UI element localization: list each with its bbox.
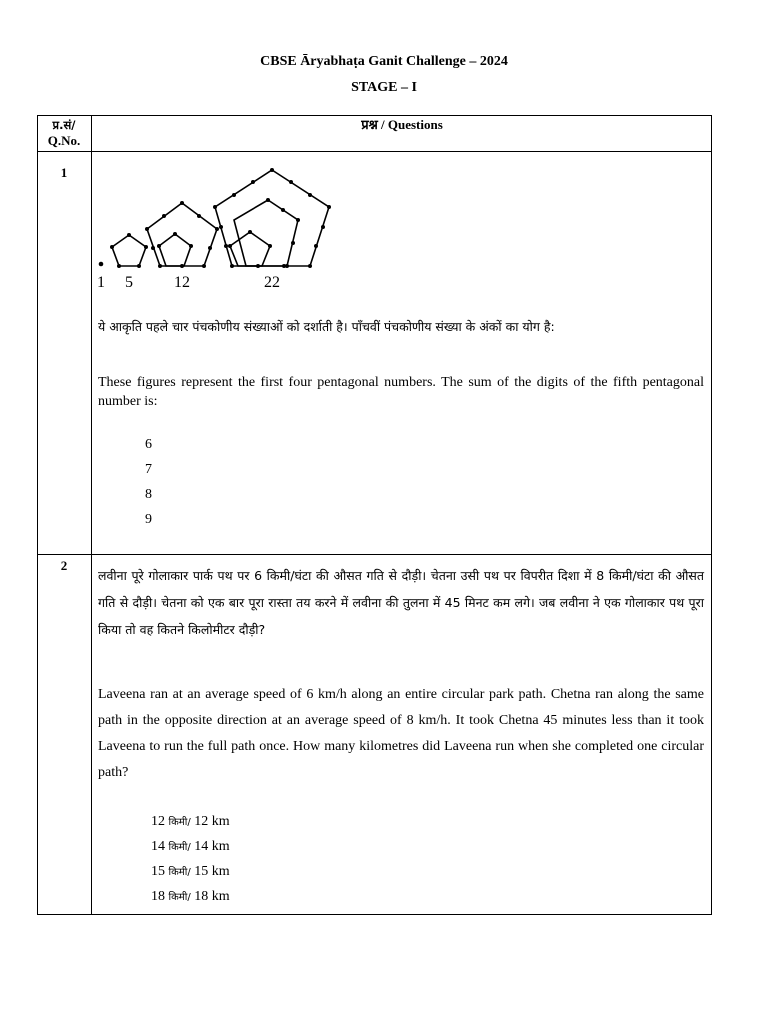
qno-header-hindi: प्र.सं/ [52,118,76,132]
figure-label-12: 12 [174,274,190,291]
stage-label: STAGE – I [351,80,417,95]
qno-column-header [37,117,91,149]
row-divider [37,554,712,555]
figure-label-22: 22 [264,274,280,291]
question-2-number: 2 [60,558,68,573]
figure-label-1: 1 [97,274,105,291]
q1-option-d[interactable]: 9 [145,512,152,527]
q1-option-c[interactable]: 8 [145,487,152,502]
q2-option-a[interactable]: 12 किमी/ 12 km [151,814,230,829]
q2-option-b[interactable]: 14 किमी/ 14 km [151,839,230,854]
q2-option-d[interactable]: 18 किमी/ 18 km [151,889,230,904]
qno-header-english: Q.No. [47,133,81,148]
question-2-english: Laveena ran at an average speed of 6 km/h along an entire circular park path. Chetna ran along the same path in the opposite direction at an average speed of 8 km/h. It took Chetna 45 minutes less than it took Laveena to run the full path once. How many kilometres did Laveena run when she completed one circular path? [98,687,704,780]
q2-option-c[interactable]: 15 किमी/ 15 km [151,864,230,879]
header-divider [37,151,712,152]
q1-option-a[interactable]: 6 [145,437,152,452]
pentagonal-numbers-figure [92,160,352,295]
exam-title: CBSE Āryabhaṭa Ganit Challenge – 2024 [260,54,508,69]
question-1-hindi: ये आकृति पहले चार पंचकोणीय संख्याओं को दर्शाती है। पाँचवीं पंचकोणीय संख्या के अंकों का योग है: [98,319,555,334]
questions-column-header: प्रश्न / Questions [361,117,443,132]
q1-option-b[interactable]: 7 [145,462,152,477]
table-border-bottom [37,914,712,915]
question-2-hindi: लवीना पूरे गोलाकार पार्क पथ पर 6 किमी/घंटा की औसत गति से दौड़ी। चेतना उसी पथ पर विपरीत दिशा में 8 किमी/घंटा की औसत गति से दौड़ी। चेतना को एक बार पूरा रास्ता तय करने में लवीना की तुलना में 45 मिनट कम लगे। जब लवीना ने एक गोलाकार पथ पूरा किया तो वह कितने किलोमीटर दौड़ी? [98,568,704,637]
question-1-english: These figures represent the first four pentagonal numbers. The sum of the digits of the fifth pentagonal number is: [98,375,704,409]
question-1-number: 1 [60,165,68,180]
table-border-top [37,115,712,116]
table-border-right [711,115,712,915]
figure-label-5: 5 [125,274,133,291]
table-border-left [37,115,38,915]
